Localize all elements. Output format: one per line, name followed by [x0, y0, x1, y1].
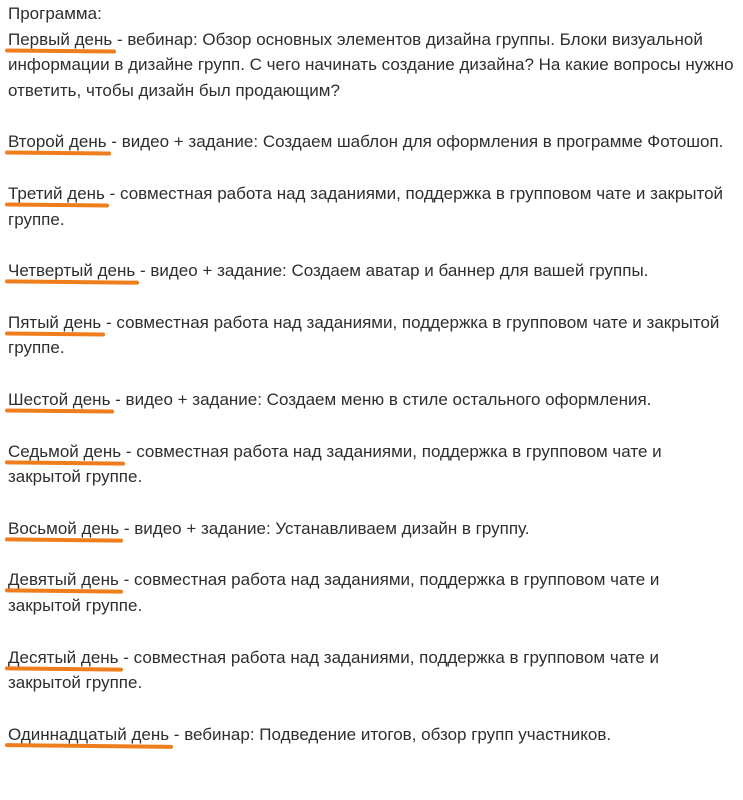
- day-item-8: [8, 516, 736, 542]
- day-description: видео + задание: Устанавливаем дизайн в группу.: [134, 518, 530, 538]
- day-title: Шестой день: [8, 389, 111, 409]
- day-description: вебинар: Подведение итогов, обзор групп участников.: [184, 724, 612, 744]
- day-title: Четвертый день: [8, 261, 136, 281]
- day-title: Восьмой день: [8, 518, 120, 538]
- day-description: вебинар: Обзор основных элементов дизайна группы. Блоки визуальной информации в дизайне групп. С чего начинать создание дизайна? На какие вопросы нужно ответить, чтобы дизайн был продающим?: [8, 29, 734, 100]
- program-schedule: [8, 1, 736, 773]
- day-title: Седьмой день: [8, 441, 122, 461]
- day-description: совместная работа над заданиями, поддержка в групповом чате и закрытой группе.: [8, 183, 724, 229]
- day-title: Третий день: [8, 183, 105, 203]
- day-item-1: [8, 27, 736, 104]
- day-item-9: [8, 567, 736, 618]
- day-separator: -: [118, 647, 134, 667]
- day-separator: -: [119, 518, 135, 538]
- day-separator: -: [169, 724, 185, 744]
- day-description: совместная работа над заданиями, поддержка в групповом чате и закрытой группе.: [8, 441, 662, 487]
- day-item-3: [8, 181, 736, 232]
- day-item-6: [8, 387, 736, 413]
- day-separator: -: [118, 570, 134, 590]
- day-description: совместная работа над заданиями, поддержка в групповом чате и закрытой группе.: [8, 312, 720, 358]
- day-item-11: [8, 722, 736, 748]
- day-description: совместная работа над заданиями, поддержка в групповом чате и закрытой группе.: [8, 647, 660, 693]
- day-separator: -: [110, 389, 126, 409]
- day-title: Десятый день: [8, 647, 119, 667]
- day-item-2: [8, 129, 736, 155]
- day-separator: -: [104, 183, 121, 203]
- day-description: видео + задание: Создаем аватар и баннер для вашей группы.: [150, 261, 649, 281]
- day-separator: -: [121, 441, 137, 461]
- day-title: Пятый день: [8, 312, 102, 332]
- day-title: Первый день: [8, 29, 113, 49]
- day-title: Второй день: [8, 132, 107, 152]
- day-separator: -: [101, 312, 117, 332]
- day-separator: -: [135, 261, 151, 281]
- day-item-7: [8, 439, 736, 490]
- day-title: Девятый день: [8, 570, 119, 590]
- day-description: видео + задание: Создаем меню в стиле остального оформления.: [125, 389, 652, 409]
- day-separator: -: [112, 29, 128, 49]
- program-heading: Программа:: [8, 4, 102, 23]
- day-separator: -: [106, 132, 122, 152]
- day-item-4: [8, 258, 736, 284]
- day-title: Одиннадцатый день: [8, 724, 170, 744]
- day-description: совместная работа над заданиями, поддержка в групповом чате и закрытой группе.: [8, 570, 660, 615]
- day-item-5: [8, 310, 736, 361]
- day-item-10: [8, 645, 736, 696]
- day-description: видео + задание: Создаем шаблон для оформления в программе Фотошоп.: [121, 132, 724, 152]
